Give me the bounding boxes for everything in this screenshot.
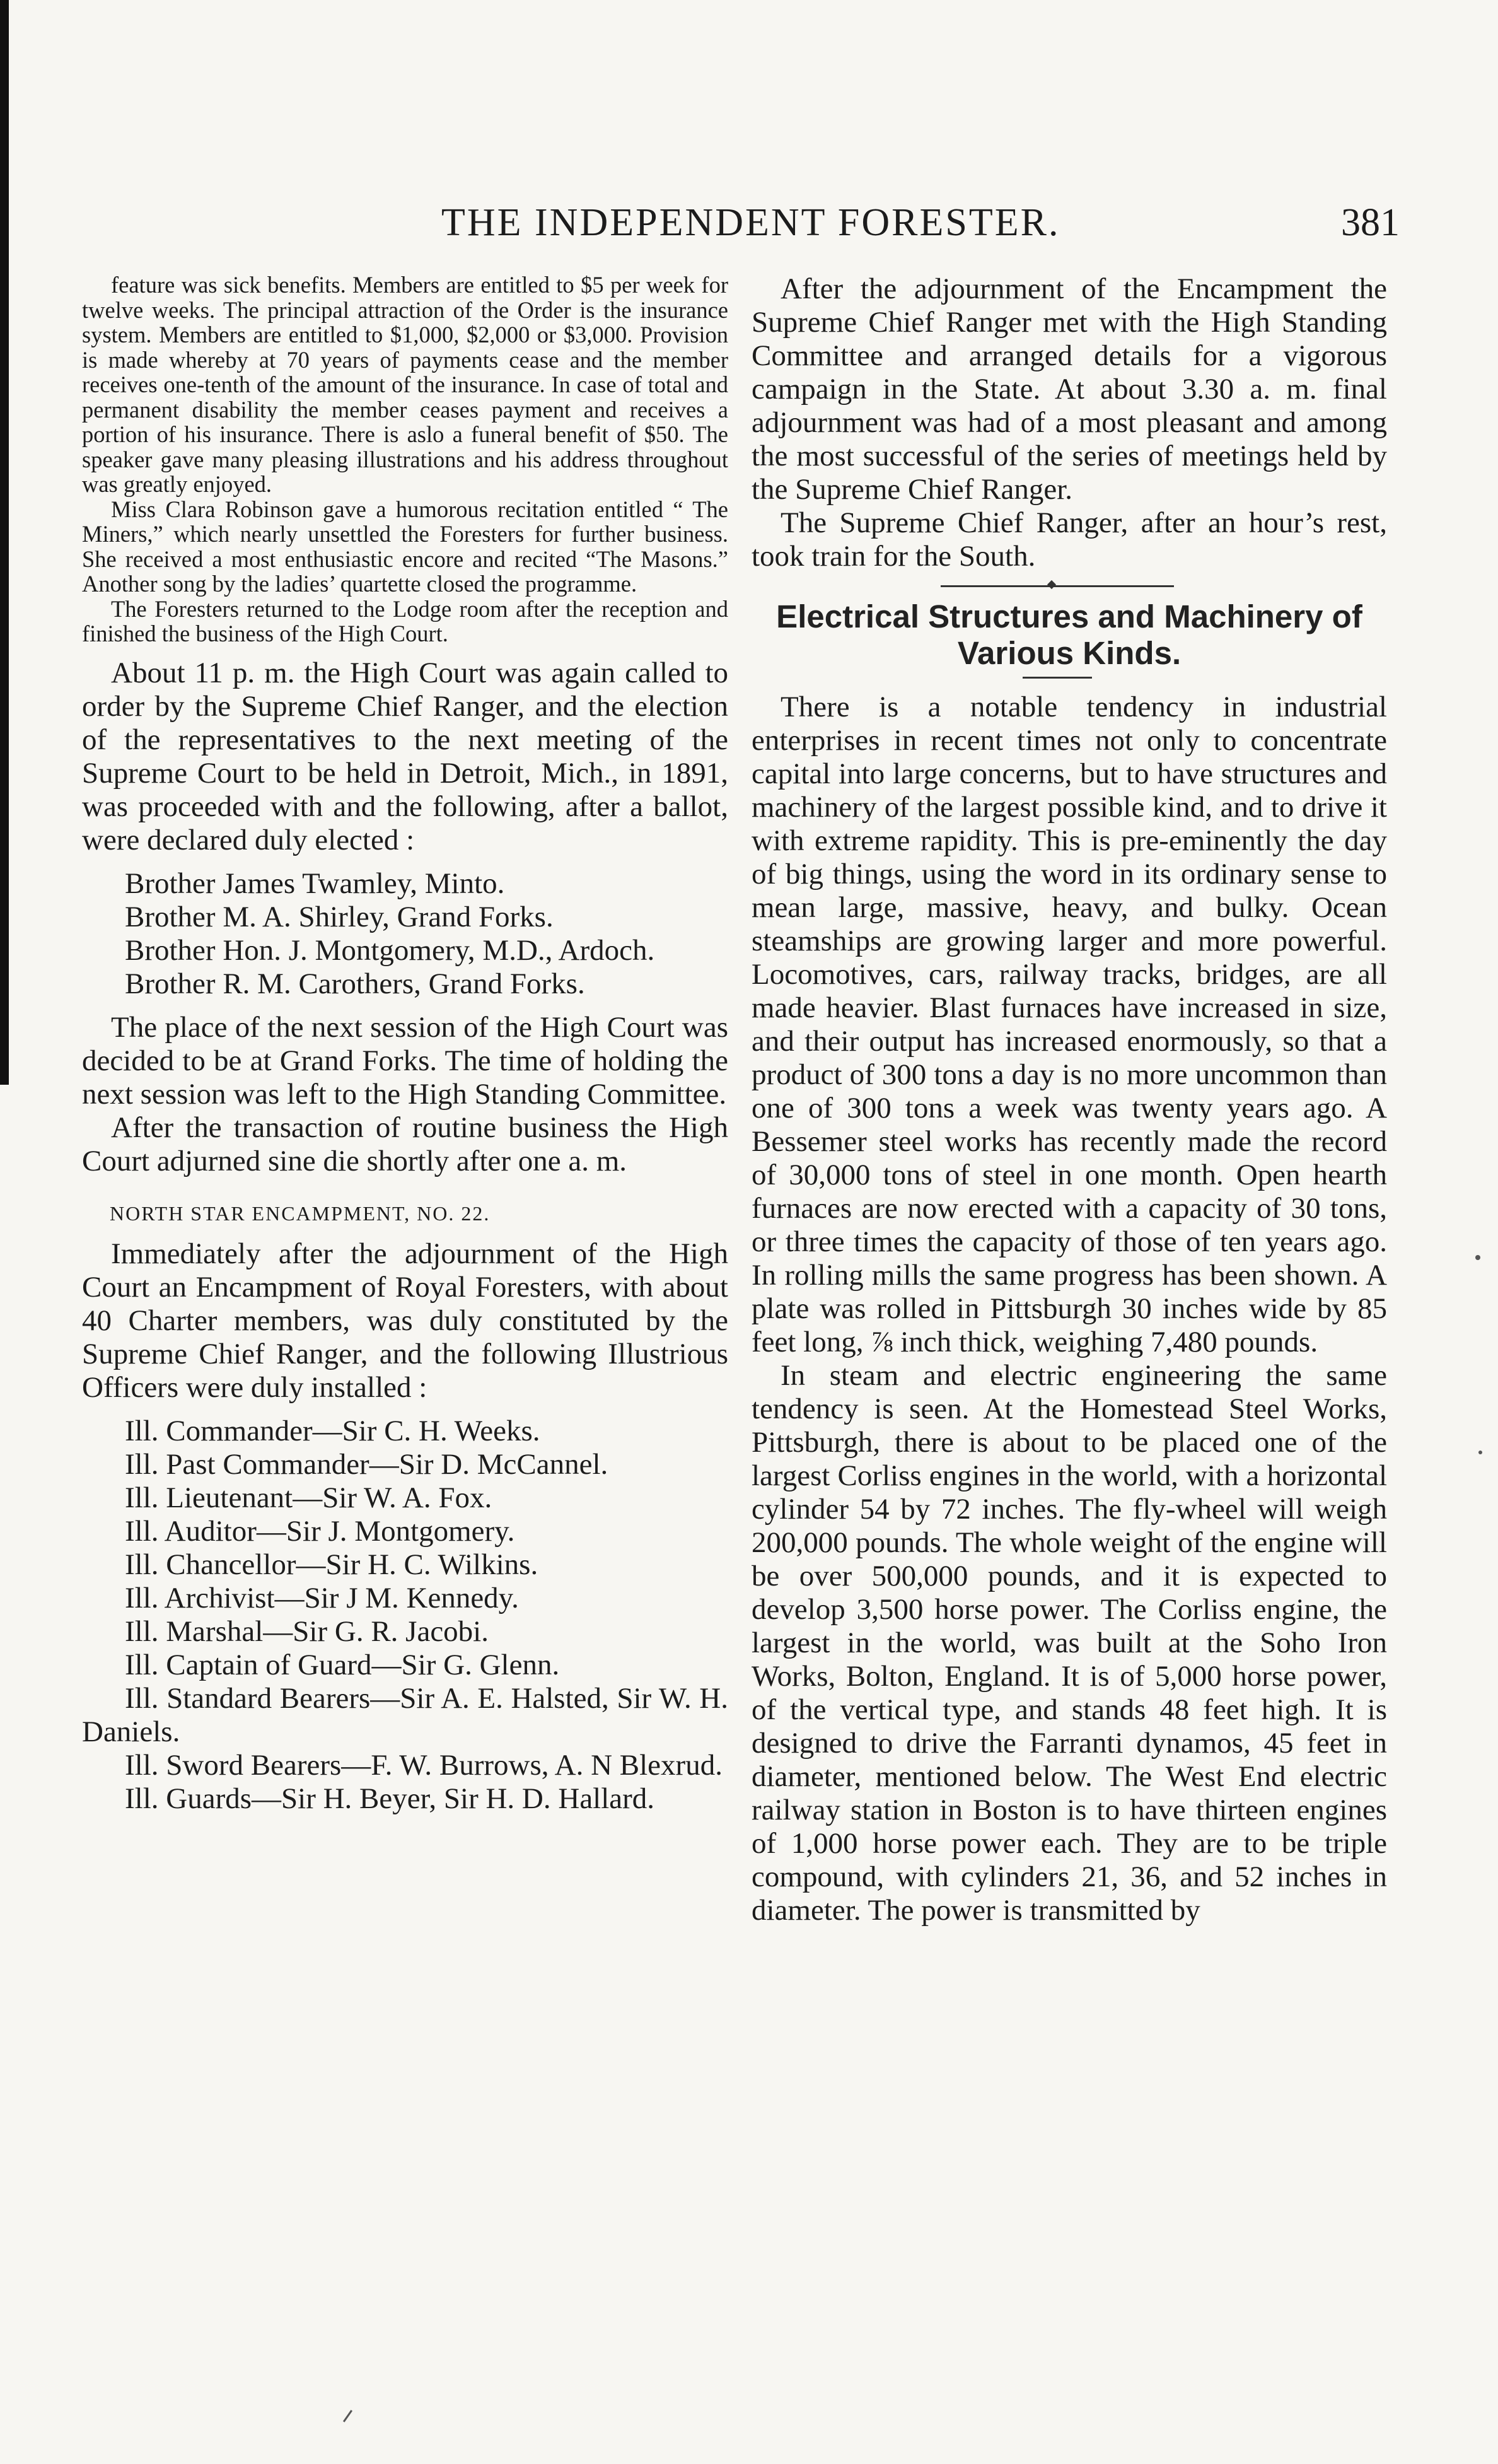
list-item: Brother M. A. Shirley, Grand Forks.	[125, 900, 554, 933]
list-item: Ill. Past Commander—Sir D. McCannel.	[125, 1447, 608, 1481]
list-item: Ill. Captain of Guard—Sir G. Glenn.	[125, 1648, 560, 1681]
running-title: THE INDEPENDENT FORESTER.	[441, 201, 1060, 244]
list-item: Brother Hon. J. Montgomery, M.D., Ardoch.	[125, 933, 655, 967]
paragraph: There is a notable tendency in industrial enterprises in recent times not only to concentrate capital into large concerns, but to have structures and machinery of the largest possible kind, and to drive it with extreme rapidity. This is pre-eminently the day of big things, using the word in its ordinary sense to mean large, massive, heavy, and bulky. Ocean steamships are growing larger and more powerful. Locomotives, cars, railway tracks, bridges, are all made heavier. Blast furnaces have increased in size, and their output has increased enormously, so that a product of 300 tons a day is no more uncommon than one of 300 tons a week was twenty years ago. A Bessemer steel works has recently made the record of 30,000 tons of steel in one month. Open hearth furnaces are now erected with a capacity of 30 tons, or three times the capacity of those of ten years ago. In rolling mills the same progress has been shown. A plate was rolled in Pittsburgh 30 inches wide by 85 feet long, ⅞ inch thick, weighing 7,480 pounds.	[752, 691, 1387, 1358]
article-title: Electrical Structures and Machinery of Various Kinds.	[776, 598, 1362, 671]
page-number: 381	[1341, 201, 1400, 244]
list-item: Brother James Twamley, Minto.	[125, 867, 505, 900]
list-item: Ill. Commander—Sir C. H. Weeks.	[125, 1414, 540, 1447]
paragraph: The place of the next session of the High Court was decided to be at Grand Forks. The time of holding the next session was left to the High Standing Committee.	[82, 1010, 728, 1111]
list-item: Ill. Lieutenant—Sir W. A. Fox.	[125, 1481, 492, 1514]
section-heading: NORTH STAR ENCAMPMENT, NO. 22.	[110, 1201, 491, 1225]
speck	[1478, 1451, 1482, 1454]
paragraph: Immediately after the adjournment of the High Court an Encampment of Royal Foresters, with about 40 Charter members, was duly constituted by the Supreme Chief Ranger, and the following Illustrious Officers were duly installed :	[82, 1237, 728, 1404]
page-header	[82, 201, 1400, 251]
pencil-mark	[343, 2410, 352, 2422]
paragraph: feature was sick benefits. Members are entitled to $5 per week for twelve weeks. The principal attraction of the Order is the insurance system. Members are entitled to $1,000, $2,000 or $3,000. Provision is made whereby at 70 years of payments cease and the member receives one-tenth of the amount of the insurance. In case of total and permanent disability the member ceases payment and receives a portion of his insurance. There is aslo a funeral benefit of $50. The speaker gave many pleasing illustrations and his address throughout was greatly enjoyed.	[82, 272, 728, 497]
list-item: Ill. Sword Bearers—F. W. Burrows, A. N Blexrud.	[125, 1748, 723, 1782]
list-item: Ill. Auditor—Sir J. Montgomery.	[125, 1514, 515, 1548]
paragraph: After the transaction of routine business the High Court adjurned sine die shortly after one a. m.	[82, 1111, 728, 1177]
list-item: Ill. Guards—Sir H. Beyer, Sir H. D. Hallard.	[125, 1782, 655, 1815]
list-item: Ill. Chancellor—Sir H. C. Wilkins.	[125, 1548, 538, 1581]
elected-list	[82, 867, 728, 1001]
ornamental-rule	[752, 573, 1387, 598]
officers-list	[82, 1415, 728, 1816]
list-item: Ill. Archivist—Sir J M. Kennedy.	[125, 1581, 519, 1614]
paragraph: About 11 p. m. the High Court was again called to order by the Supreme Chief Ranger, and the election of the representatives to the next meeting of the Supreme Court to be held in Detroit, Mich., in 1891, was proceeded with and the following, after a ballot, were declared duly elected :	[82, 656, 728, 856]
paragraph: The Foresters returned to the Lodge room after the reception and finished the business of the High Court.	[82, 595, 728, 646]
paragraph: Miss Clara Robinson gave a humorous recitation entitled “ The Miners,” which nearly unsettled the Foresters for further business. She received a most enthusiastic encore and recited “The Masons.” Another song by the ladies’ quartette closed the programme.	[82, 496, 728, 597]
paragraph: The Supreme Chief Ranger, after an hour’s rest, took train for the South.	[752, 506, 1387, 573]
speck	[1475, 1255, 1480, 1260]
list-item: Brother R. M. Carothers, Grand Forks.	[125, 967, 585, 1000]
list-item: Ill. Standard Bearers—Sir A. E. Halsted, Sir W. H. Daniels.	[82, 1681, 728, 1748]
title-underline	[752, 672, 1387, 691]
list-item: Ill. Marshal—Sir G. R. Jacobi.	[125, 1614, 489, 1648]
paragraph: In steam and electric engineering the same tendency is seen. At the Homestead Steel Works, Pittsburgh, there is about to be placed one of the largest Corliss engines in the world, with a horizontal cylinder 54 by 72 inches. The fly-wheel will weigh 200,000 pounds. The whole weight of the engine will be over 500,000 pounds, and it is expected to develop 3,500 horse power. The Corliss engine, the largest in the world, was built at the Soho Iron Works, Bolton, England. It is of 5,000 horse power, of the vertical type, and stands 48 feet high. It is designed to drive the Farranti dynamos, 45 feet in diameter, mentioned below. The West End electric railway station in Boston is to have thirteen engines of 1,000 horse power each. They are to be triple compound, with cylinders 21, 36, and 52 inches in diameter. The power is transmitted by	[752, 1359, 1387, 1927]
right-column	[752, 272, 1387, 1927]
paragraph: After the adjournment of the Encampment the Supreme Chief Ranger met with the High Standing Committee and arranged details for a vigorous campaign in the State. At about 3.30 a. m. final adjournment was had of a most pleasant and among the most successful of the series of meetings held by the Supreme Chief Ranger.	[752, 272, 1387, 506]
binding-edge	[0, 0, 9, 1085]
left-column	[82, 272, 728, 1816]
